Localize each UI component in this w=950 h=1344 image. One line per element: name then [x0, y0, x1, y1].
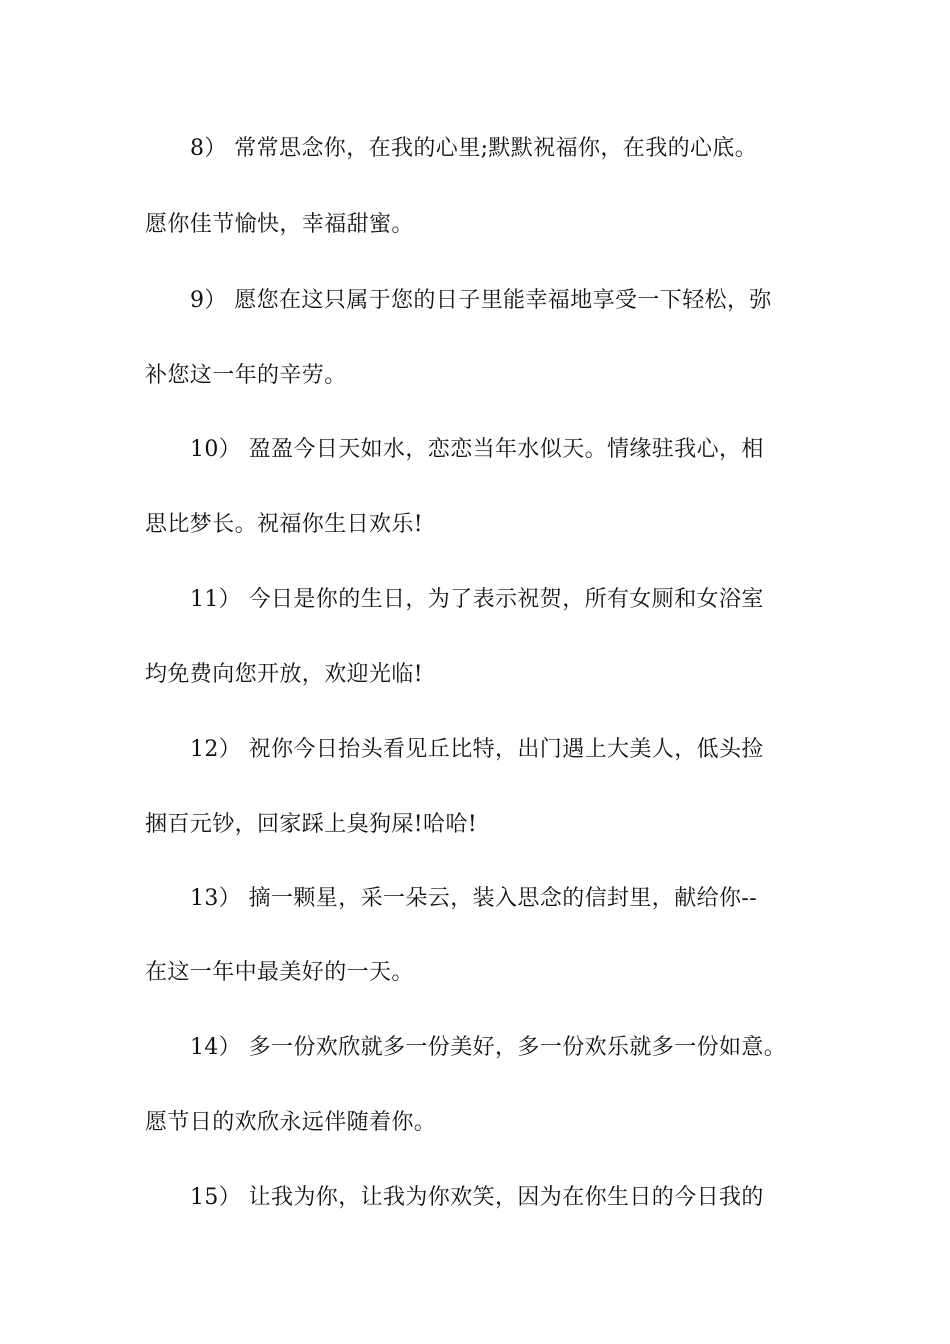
- paragraph-11-line-2: 均免费向您开放，欢迎光临!: [145, 662, 424, 687]
- paragraph-13-line-2: 在这一年中最美好的一天。: [145, 960, 414, 985]
- paragraph-10-line-1: 10） 盈盈今日天如水，恋恋当年水似天。情缘驻我心，相: [190, 437, 764, 462]
- paragraph-12-line-1: 12） 祝你今日抬头看见丘比特，出门遇上大美人，低头捡: [190, 737, 764, 762]
- paragraph-8-line-2: 愿你佳节愉快，幸福甜蜜。: [145, 212, 414, 237]
- paragraph-13-line-1: 13） 摘一颗星，采一朵云，装入思念的信封里，献给你--: [190, 886, 758, 911]
- paragraph-9-line-2: 补您这一年的辛劳。: [145, 363, 347, 388]
- paragraph-14-line-1: 14） 多一份欢欣就多一份美好，多一份欢乐就多一份如意。: [190, 1035, 787, 1060]
- paragraph-12-line-2: 捆百元钞，回家踩上臭狗屎!哈哈!: [145, 812, 478, 837]
- paragraph-15-line-1: 15） 让我为你，让我为你欢笑，因为在你生日的今日我的: [190, 1185, 764, 1210]
- paragraph-8-line-1: 8） 常常思念你，在我的心里;默默祝福你，在我的心底。: [190, 136, 758, 161]
- paragraph-9-line-1: 9） 愿您在这只属于您的日子里能幸福地享受一下轻松，弥: [190, 288, 772, 313]
- paragraph-11-line-1: 11） 今日是你的生日，为了表示祝贺，所有女厕和女浴室: [190, 587, 764, 612]
- paragraph-14-line-2: 愿节日的欢欣永远伴随着你。: [145, 1110, 437, 1135]
- paragraph-10-line-2: 思比梦长。祝福你生日欢乐!: [145, 512, 424, 537]
